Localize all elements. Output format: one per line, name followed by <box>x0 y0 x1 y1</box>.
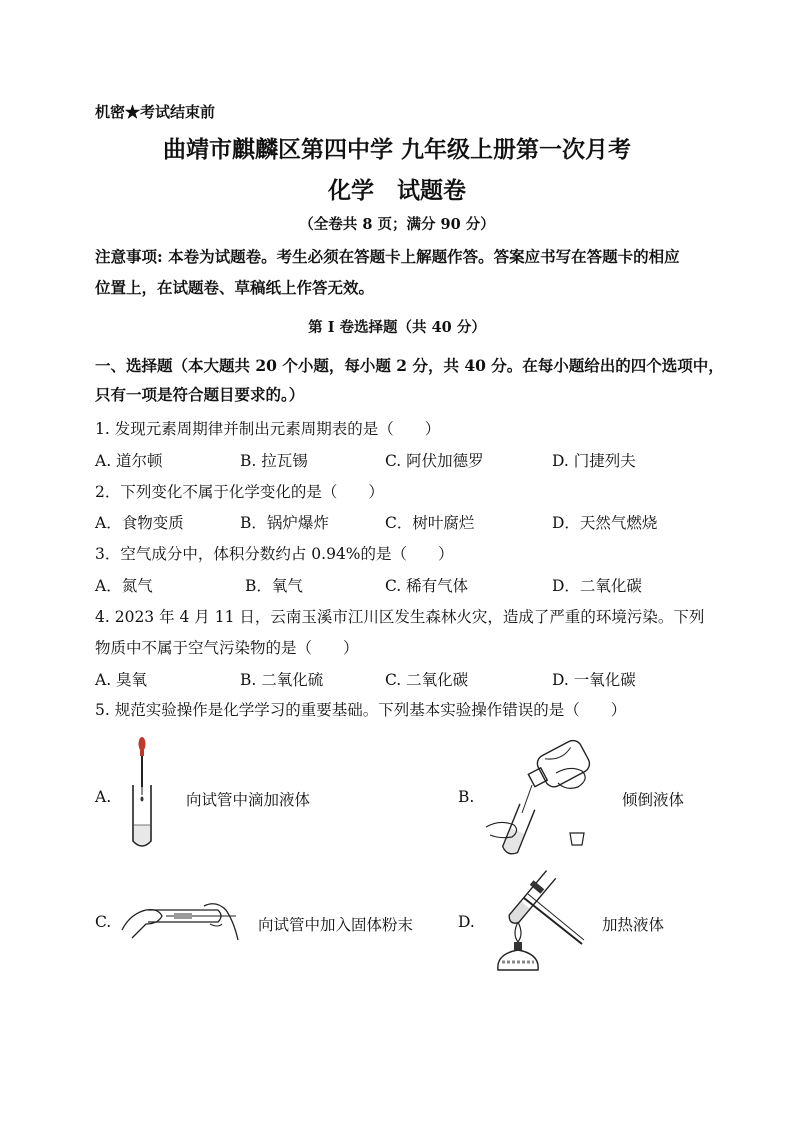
q4-option-c: C. 二氧化碳 <box>385 671 469 689</box>
q3-option-c: C. 稀有气体 <box>385 577 469 595</box>
question-4-stem-2: 物质中不属于空气污染物的是（ ） <box>95 639 359 657</box>
question-3-stem: 3．空气成分中，体积分数约占 0.94%的是（ ） <box>95 545 454 563</box>
confidential-mark: 机密★考试结束前 <box>95 103 216 121</box>
q2-option-c: C．树叶腐烂 <box>385 514 475 532</box>
q1-option-c: C. 阿伏加德罗 <box>385 452 484 470</box>
section-title: 第 I 卷选择题（共 40 分） <box>308 319 486 336</box>
q3-option-b: B．氧气 <box>245 577 303 595</box>
question-1-stem: 1. 发现元素周期律并制出元素周期表的是（ ） <box>95 420 441 438</box>
q5-option-c-text: 向试管中加入固体粉末 <box>258 916 414 934</box>
q4-option-a: A. 臭氧 <box>95 671 148 689</box>
heating-liquid-icon <box>478 862 588 977</box>
dropper-test-tube-icon <box>118 735 168 855</box>
q5-option-d-letter: D. <box>458 913 475 931</box>
question-2-stem: 2．下列变化不属于化学变化的是（ ） <box>95 483 384 501</box>
question-4-stem-1: 4. 2023 年 4 月 11 日，云南玉溪市江川区发生森林火灾，造成了严重的环境污染。下列 <box>95 608 705 626</box>
q5-option-b-text: 倾倒液体 <box>622 791 685 809</box>
powder-test-tube-icon <box>118 888 243 948</box>
q4-option-d: D. 一氧化碳 <box>552 671 636 689</box>
q5-option-d-text: 加热液体 <box>602 916 665 934</box>
q1-option-d: D. 门捷列夫 <box>552 452 636 470</box>
q5-option-b-letter: B. <box>458 788 475 806</box>
notice-line-1: 注意事项: 本卷为试题卷。考生必须在答题卡上解题作答。答案应书写在答题卡的相应 <box>95 247 680 266</box>
q2-option-a: A．食物变质 <box>95 514 184 532</box>
q5-option-a-text: 向试管中滴加液体 <box>186 791 311 809</box>
q2-option-d: D．天然气燃烧 <box>552 514 658 532</box>
q1-option-b: B. 拉瓦锡 <box>240 452 308 470</box>
q3-option-d: D．二氧化碳 <box>552 577 642 595</box>
q4-option-b: B. 二氧化硫 <box>240 671 324 689</box>
section-instructions-1: 一、选择题（本大题共 20 个小题，每小题 2 分，共 40 分。在每小题给出的四个选项中， <box>95 356 724 375</box>
paper-info: （全卷共 8 页；满分 90 分） <box>299 216 495 233</box>
question-5-stem: 5. 规范实验操作是化学学习的重要基础。下列基本实验操作错误的是（ ） <box>95 701 627 719</box>
section-instructions-2: 只有一项是符合题目要求的。） <box>95 385 305 404</box>
q1-option-a: A. 道尔顿 <box>95 452 163 470</box>
notice-line-2: 位置上，在试题卷、草稿纸上作答无效。 <box>95 278 375 297</box>
exam-subtitle: 化学 试题卷 <box>328 177 466 204</box>
q2-option-b: B．锅炉爆炸 <box>240 514 329 532</box>
exam-title: 曲靖市麒麟区第四中学 九年级上册第一次月考 <box>162 136 631 163</box>
pouring-liquid-icon <box>478 735 618 860</box>
q5-option-c-letter: C. <box>95 913 112 931</box>
q3-option-a: A．氮气 <box>95 577 153 595</box>
q5-option-a-letter: A. <box>95 788 112 806</box>
